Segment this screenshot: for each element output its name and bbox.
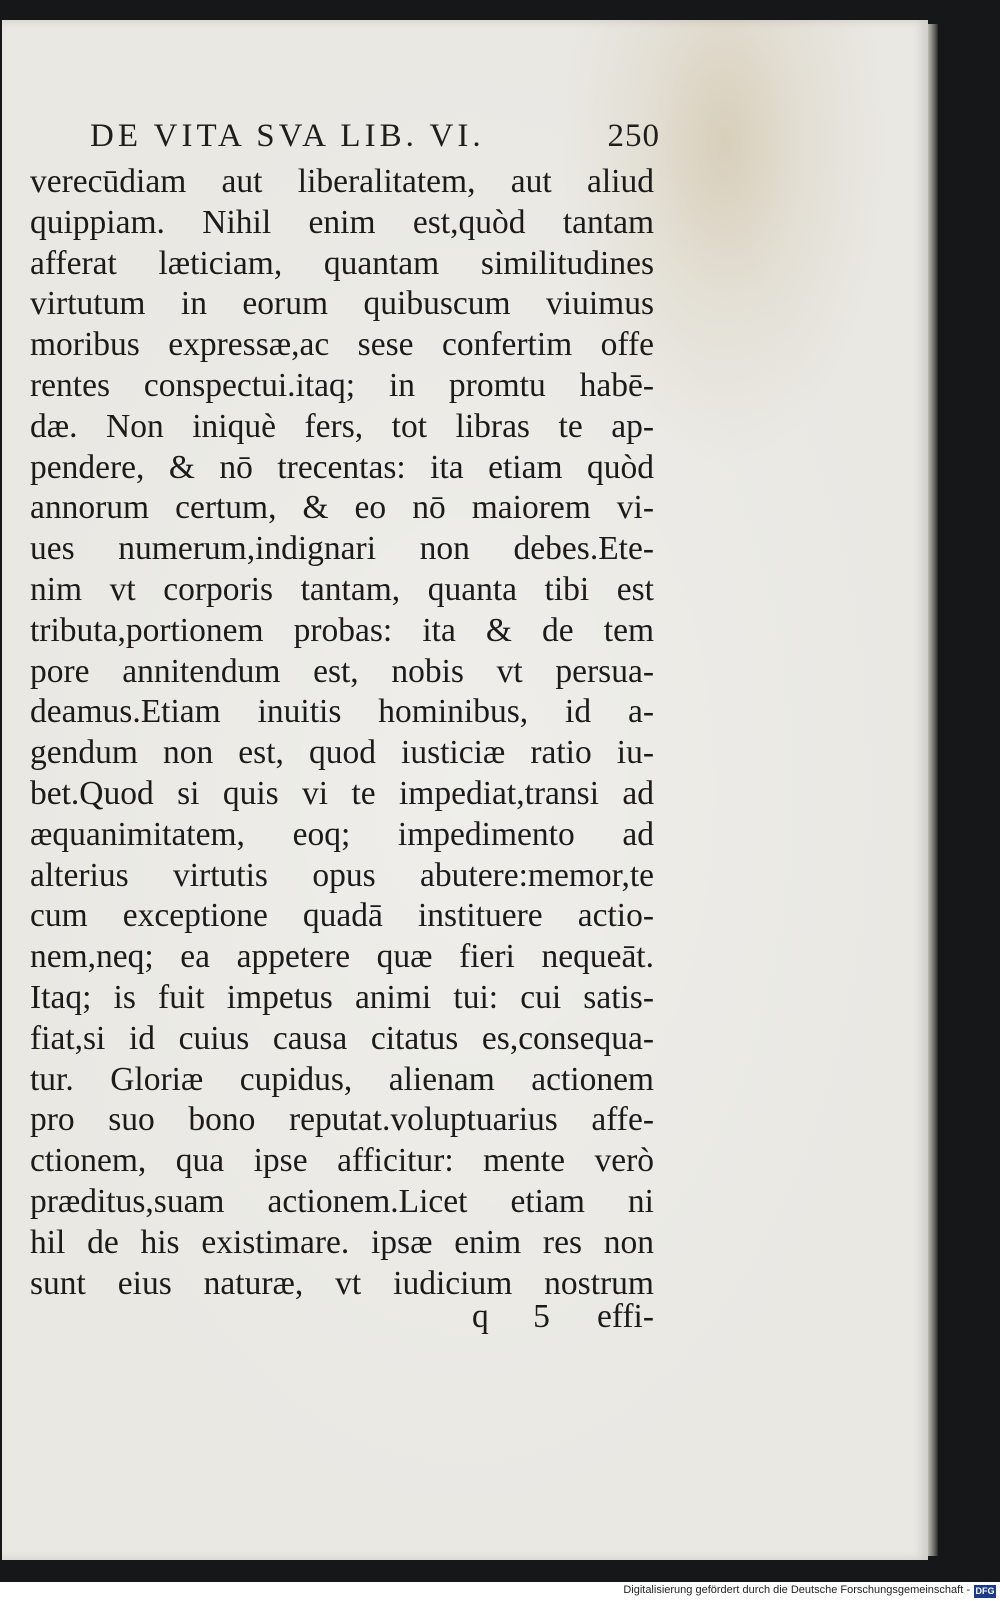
page-header	[90, 118, 660, 158]
catchword-line	[472, 1298, 654, 1338]
book-page	[2, 20, 928, 1560]
running-title: DE VITA SVA LIB. VI.	[90, 118, 485, 154]
page-number: 250	[607, 118, 660, 154]
text-line: nim vt corporis tantam, quanta tibi est	[30, 570, 654, 608]
text-line: annorum certum, & eo nō maiorem vi-	[30, 489, 654, 527]
digitization-credit: Digitalisierung gefördert durch die Deutsche Forschungsgemeinschaft -	[623, 1584, 970, 1596]
text-line: ues numerum,indignari non debes.Ete-	[30, 530, 654, 568]
text-line: pendere, & nō trecentas: ita etiam quòd	[30, 448, 654, 486]
text-line: alterius virtutis opus abutere:memor,te	[30, 856, 654, 894]
text-line: pore annitendum est, nobis vt persua-	[30, 652, 654, 690]
body-text	[30, 162, 654, 1304]
text-line: afferat læticiam, quantam similitudines	[30, 244, 654, 282]
text-line: pro suo bono reputat.voluptuarius affe-	[30, 1101, 654, 1139]
text-line: bet.Quod si quis vi te impediat,transi ad	[30, 774, 654, 812]
text-line: moribus expressæ,ac sese confertim offe	[30, 326, 654, 364]
text-line: tributa,portionem probas: ita & de tem	[30, 611, 654, 649]
text-line: nem,neq; ea appetere quæ fieri nequeāt.	[30, 938, 654, 976]
text-line: quippiam. Nihil enim est,quòd tantam	[30, 203, 654, 241]
text-line: æquanimitatem, eoq; impedimento ad	[30, 815, 654, 853]
text-line: fiat,si id cuius causa citatus es,consequa-	[30, 1019, 654, 1057]
text-line: verecūdiam aut liberalitatem, aut aliud	[30, 163, 654, 200]
page-edge	[928, 24, 938, 1556]
text-line: gendum non est, quod iusticiæ ratio iu-	[30, 734, 654, 772]
text-line: tur. Gloriæ cupidus, alienam actionem	[30, 1060, 654, 1098]
text-line: deamus.Etiam inuitis hominibus, id a-	[30, 693, 654, 731]
text-line: Itaq; is fuit impetus animi tui: cui satis-	[30, 978, 654, 1016]
text-line: virtutum in eorum quibuscum viuimus	[30, 285, 654, 323]
text-line: dæ. Non iniquè fers, tot libras te ap-	[30, 407, 654, 445]
text-line: hil de his existimare. ipsæ enim res non	[30, 1223, 654, 1261]
text-line: præditus,suam actionem.Licet etiam ni	[30, 1182, 654, 1220]
dfg-logo: DFG	[975, 1586, 995, 1596]
text-line: rentes conspectui.itaq; in promtu habē-	[30, 366, 654, 404]
text-line: ctionem, qua ipse afficitur: mente verò	[30, 1142, 654, 1180]
catchword: effi-	[596, 1298, 654, 1335]
signature-mark: q 5	[472, 1298, 568, 1335]
text-line: sunt eius naturæ, vt iudicium nostrum	[30, 1264, 654, 1302]
text-line: cum exceptione quadā instituere actio-	[30, 897, 654, 935]
